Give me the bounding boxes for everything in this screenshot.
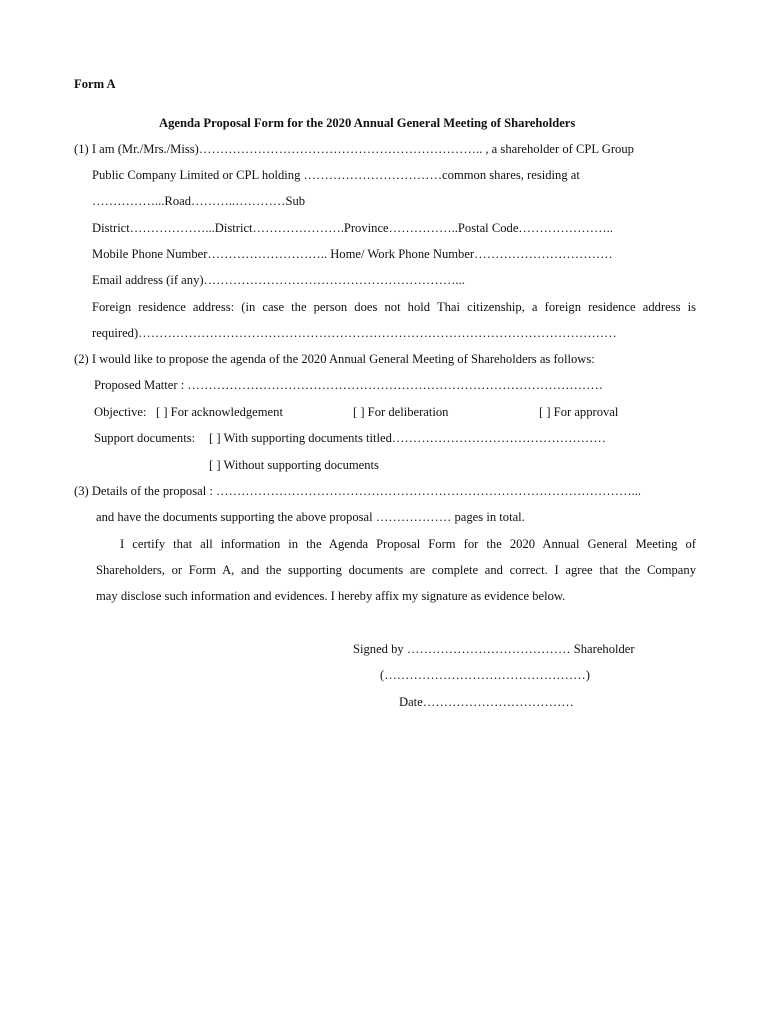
with-supporting-documents-checkbox[interactable]: [ ] With supporting documents titled…………………………………………… — [209, 431, 606, 445]
objective-acknowledgement-checkbox[interactable]: [ ] For acknowledgement — [156, 405, 283, 419]
form-label: Form A — [74, 77, 116, 91]
phone-line: Mobile Phone Number……………………….. Home/ Work Phone Number…………………………… — [92, 247, 613, 261]
required-line: required)…………………………………………………………………………………………………… — [92, 326, 617, 340]
proposed-matter-line: Proposed Matter : ……………………………………………………………………………………… — [94, 378, 603, 392]
certification-line: Shareholders, or Form A, and the supporting documents are complete and correct. I agree that the Company — [96, 563, 696, 577]
email-line: Email address (if any)……………………………………………………... — [92, 273, 465, 287]
objective-label: Objective: — [94, 405, 147, 419]
objective-approval-checkbox[interactable]: [ ] For approval — [539, 405, 619, 419]
agenda-intro: (2) I would like to propose the agenda of the 2020 Annual General Meeting of Shareholders as follows: — [74, 352, 595, 366]
objective-deliberation-checkbox[interactable]: [ ] For deliberation — [353, 405, 449, 419]
printed-name-line: (…………………………………………) — [380, 668, 590, 682]
name-line: (1) I am (Mr./Mrs./Miss)………………………………………………………….. , a shareholder of CPL Group — [74, 142, 634, 156]
certification-line: I certify that all information in the Agenda Proposal Form for the 2020 Annual General Meeting of — [120, 537, 696, 551]
form-title: Agenda Proposal Form for the 2020 Annual General Meeting of Shareholders — [159, 116, 576, 130]
road-line: ……………...Road………..…………Sub — [92, 194, 306, 208]
support-documents-label: Support documents: — [94, 431, 196, 445]
foreign-address-line: Foreign residence address: (in case the person does not hold Thai citizenship, a foreign residence address is — [92, 300, 696, 314]
shares-line: Public Company Limited or CPL holding ……………………………common shares, residing at — [92, 168, 580, 182]
district-line: District………………...District………………….Province……………..Postal Code………………….. — [92, 221, 613, 235]
signed-by-line: Signed by ………………………………… Shareholder — [353, 642, 635, 656]
date-line: Date……………………………… — [399, 695, 574, 709]
proposal-details-line: (3) Details of the proposal : ………………………………………………………………………………………... — [74, 484, 642, 498]
certification-line: may disclose such information and evidences. I hereby affix my signature as evidence below. — [96, 589, 566, 603]
documents-pages-line: and have the documents supporting the above proposal ……………… pages in total. — [96, 510, 525, 524]
without-supporting-documents-checkbox[interactable]: [ ] Without supporting documents — [209, 458, 379, 472]
